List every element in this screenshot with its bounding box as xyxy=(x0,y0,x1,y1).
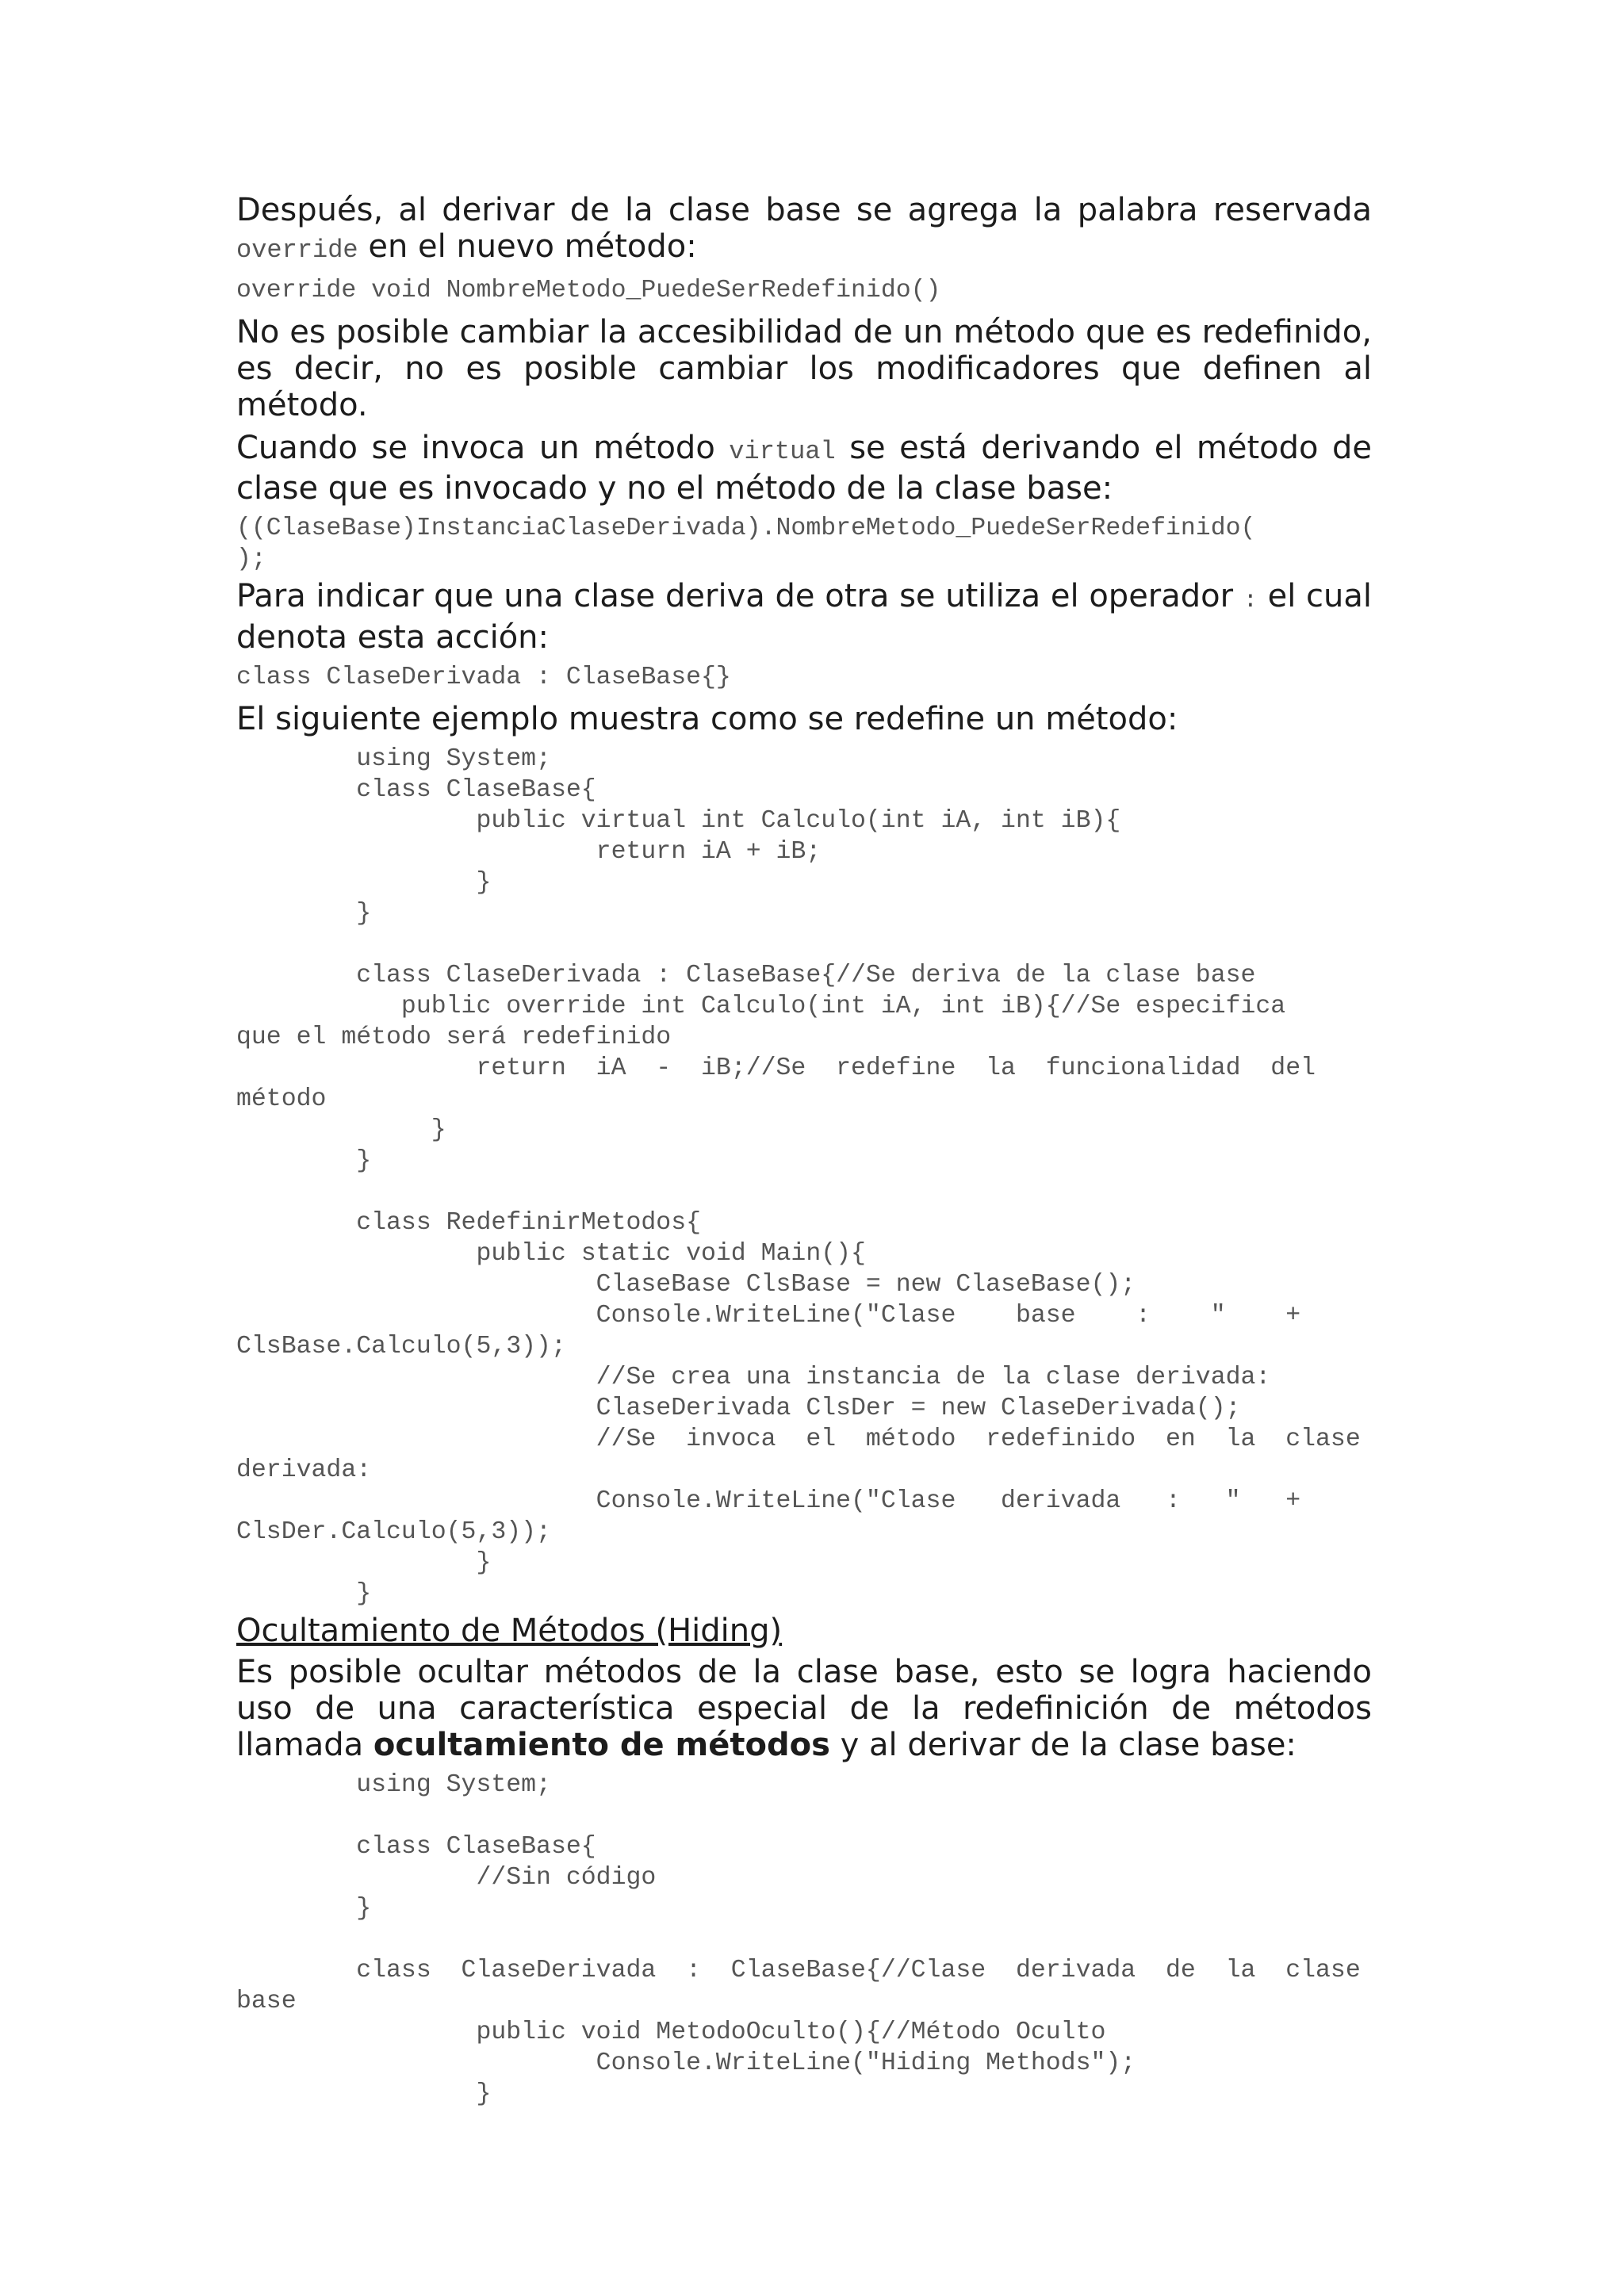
paragraph-override-intro xyxy=(236,192,1372,269)
paragraph-text: Cuando se invoca un método xyxy=(236,430,715,466)
code-line: } xyxy=(236,900,372,928)
paragraph-text: el cual denota esta acción: xyxy=(236,578,1373,656)
paragraph-text: se está derivando el método de clase que es invocado y no el método de la clase base: xyxy=(236,430,1372,507)
code-line: Console.WriteLine("Hiding Methods"); xyxy=(236,2049,1136,2077)
code-line: //Sin código xyxy=(236,1864,657,1892)
code-line: que el método será redefinido xyxy=(236,1024,672,1051)
code-line: método xyxy=(236,1085,327,1113)
code-example-hiding xyxy=(236,1770,1372,2110)
code-line: ClaseDerivada ClsDer = new ClaseDerivada(); xyxy=(236,1395,1241,1422)
code-line: return iA + iB; xyxy=(236,838,822,866)
code-line: class ClaseDerivada : ClaseBase{//Se deriva de la clase base xyxy=(236,962,1256,989)
inline-code-virtual: virtual xyxy=(729,437,836,466)
code-line: } xyxy=(236,1549,492,1577)
code-line xyxy=(236,1800,1372,1831)
code-line: derivada: xyxy=(236,1456,372,1484)
code-line: } xyxy=(236,1116,446,1144)
code-line: ((ClaseBase)InstanciaClaseDerivada).NombreMetodo_PuedeSerRedefinido( xyxy=(236,515,1256,542)
code-line: using System; xyxy=(236,1771,551,1799)
bold-term: ocultamiento de métodos xyxy=(373,1727,830,1763)
code-line: return iA - iB;//Se redefine la funcionalidad del xyxy=(236,1054,1316,1082)
paragraph-text: en el nuevo método: xyxy=(368,228,697,265)
code-line: using System; xyxy=(236,745,551,773)
paragraph-derive-operator xyxy=(236,578,1372,656)
paragraph-virtual-invoke xyxy=(236,430,1372,507)
code-line: ClsDer.Calculo(5,3)); xyxy=(236,1518,551,1546)
code-line: public virtual int Calculo(int iA, int iB){ xyxy=(236,807,1121,835)
code-cast-invocation xyxy=(236,513,1372,575)
code-line: public void MetodoOculto(){//Método Oculto xyxy=(236,2019,1106,2046)
paragraph-text: Es posible ocultar métodos de la clase base, esto se logra haciendo uso de una característica especial de la redefinición de métodos llamada xyxy=(236,1654,1372,1763)
code-line: } xyxy=(236,869,492,897)
document-page xyxy=(236,192,1372,2113)
code-line: class RedefinirMetodos{ xyxy=(236,1209,701,1237)
code-line: } xyxy=(236,1580,372,1608)
code-line: //Se crea una instancia de la clase derivada: xyxy=(236,1364,1271,1391)
paragraph-accessibility: No es posible cambiar la accesibilidad de un método que es redefinido, es decir, no es posible cambiar los modificadores que definen al método. xyxy=(236,314,1372,423)
paragraph-text: Para indicar que una clase deriva de otra se utiliza el operador xyxy=(236,578,1234,614)
paragraph-hiding xyxy=(236,1654,1372,1763)
code-line: class ClaseDerivada : ClaseBase{//Clase derivada de la clase xyxy=(236,1957,1361,1984)
paragraph-example-intro: El siguiente ejemplo muestra como se redefine un método: xyxy=(236,701,1178,737)
code-line: Console.WriteLine("Clase derivada : " + xyxy=(236,1487,1301,1515)
code-example-redefine xyxy=(236,744,1372,1609)
code-line: } xyxy=(236,1147,372,1175)
code-line: ); xyxy=(236,545,266,573)
code-line: base xyxy=(236,1988,297,2015)
code-line: class ClaseBase{ xyxy=(236,776,596,804)
code-line xyxy=(236,1924,1372,1955)
code-line: } xyxy=(236,2080,492,2108)
paragraph-text: y al derivar de la clase base: xyxy=(840,1727,1297,1763)
code-line: class ClaseBase{ xyxy=(236,1833,596,1861)
code-line: Console.WriteLine("Clase base : " + xyxy=(236,1302,1301,1330)
code-line: //Se invoca el método redefinido en la clase xyxy=(236,1425,1361,1453)
inline-code-colon: : xyxy=(1243,587,1258,614)
section-heading-hiding: Ocultamiento de Métodos (Hiding) xyxy=(236,1613,783,1649)
code-line: ClaseBase ClsBase = new ClaseBase(); xyxy=(236,1271,1136,1299)
code-line xyxy=(236,929,1372,960)
code-line: ClsBase.Calculo(5,3)); xyxy=(236,1333,566,1360)
code-override-signature: override void NombreMetodo_PuedeSerRedefinido() xyxy=(236,277,941,304)
code-line xyxy=(236,1177,1372,1207)
code-line: public static void Main(){ xyxy=(236,1240,866,1268)
code-class-declaration: class ClaseDerivada : ClaseBase{} xyxy=(236,664,731,691)
code-line: public override int Calculo(int iA, int iB){//Se especifica xyxy=(236,993,1286,1020)
paragraph-text: Después, al derivar de la clase base se agrega la palabra reservada xyxy=(236,192,1372,228)
inline-code-override: override xyxy=(236,235,358,265)
code-line: } xyxy=(236,1895,372,1923)
